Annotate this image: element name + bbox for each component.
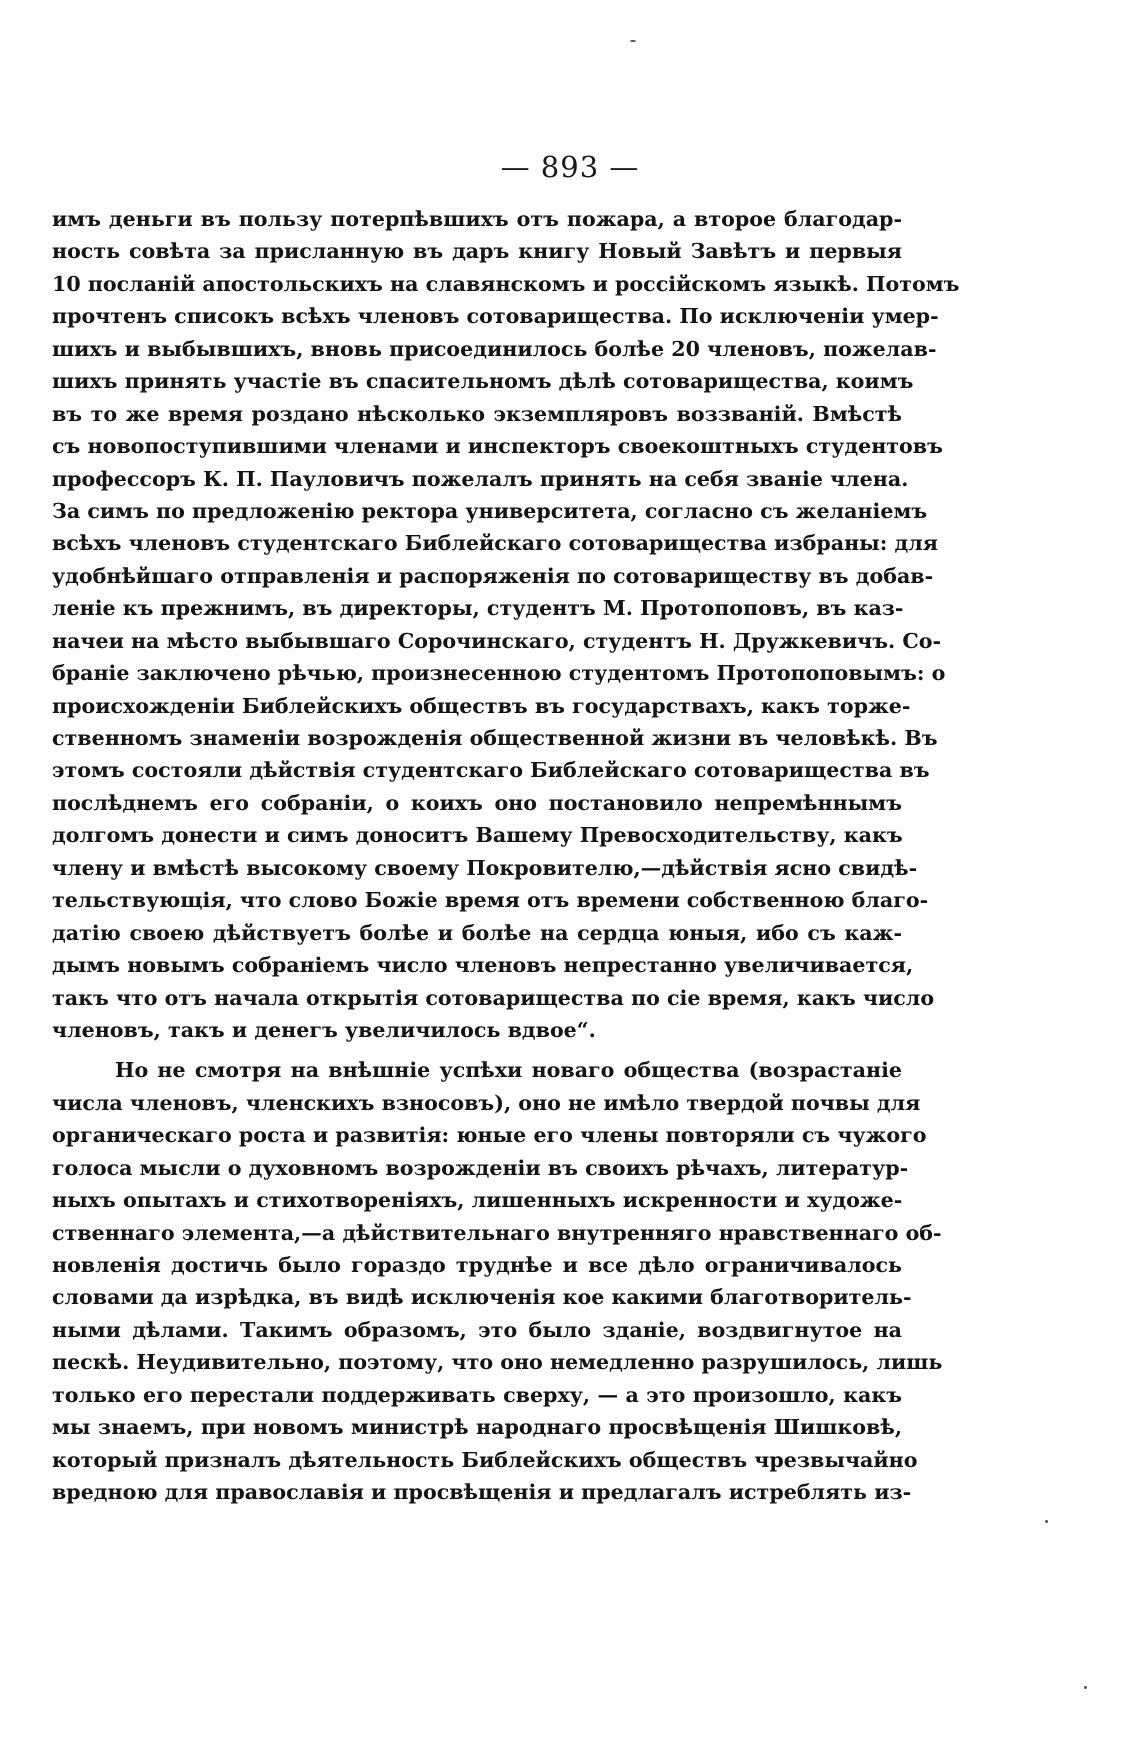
text-line: который призналъ дѣятельность Библейскихъ обществъ чрезвычайно (52, 1447, 918, 1472)
text-line: шихъ принять участiе въ спасительномъ дѣлѣ сотоварищества, коимъ (52, 369, 914, 394)
scan-speck (1084, 1686, 1087, 1689)
text-line: ными дѣлами. Такимъ образомъ, это было зданiе, воздвигнутое на (52, 1317, 902, 1342)
body-text (52, 203, 960, 1509)
text-line: удобнѣйшаго отправленiя и распоряженiя по сотовариществу въ добав- (52, 563, 934, 588)
text-line: мы знаемъ, при новомъ министрѣ народнаго просвѣщенiя Шишковѣ, (52, 1415, 902, 1440)
text-line: всѣхъ членовъ студентскаго Библейскаго сотоварищества избраны: для (52, 531, 939, 556)
text-line: новленiя достичь было гораздо труднѣе и все дѣло ограничивалось (52, 1253, 902, 1277)
text-line: въ то же время роздано нѣсколько экземпляровъ воззванiй. Вмѣстѣ (52, 401, 902, 426)
text-line: прочтенъ списокъ всѣхъ членовъ сотоварищества. По исключенiи умер- (52, 304, 939, 329)
text-line: послѣднемъ его собранiи, о коихъ оно постановило непремѣннымъ (52, 790, 902, 815)
paragraph-gap (52, 1046, 902, 1054)
text-line: съ новопоступившими членами и инспекторъ своекоштныхъ студентовъ (52, 434, 943, 459)
text-line: числа членовъ, членскихъ взносовъ), оно не имѣло твердой почвы для (52, 1090, 921, 1115)
text-line: органическаго роста и развитiя: юные его члены повторяли съ чужого (52, 1123, 927, 1148)
paragraph-1 (52, 203, 960, 1046)
text-line: члену и вмѣстѣ высокому своему Покровителю,—дѣйствiя ясно свидѣ- (52, 855, 918, 880)
text-line: имъ деньги въ пользу потерпѣвшихъ отъ пожара, а второе благодар- (52, 207, 902, 231)
text-line: датiю своею дѣйствуетъ болѣе и болѣе на сердца юныя, ибо съ каж- (52, 920, 902, 945)
text-line: шихъ и выбывшихъ, вновь присоединилось болѣе 20 членовъ, пожелав- (52, 336, 937, 361)
text-line: бранiе заключено рѣчью, произнесенною студентомъ Протопоповымъ: о (52, 661, 946, 686)
scan-speck (630, 40, 636, 42)
text-line: профессоръ К. П. Пауловичъ пожелалъ принять на себя званiе члена. (52, 466, 909, 491)
text-line: членовъ, такъ и денегъ увеличилось вдвое“. (52, 1017, 596, 1042)
text-line: ственномъ знаменiи возрожденiя общественной жизни въ человѣкѣ. Въ (52, 726, 938, 750)
text-line: ность совѣта за присланную въ даръ книгу Новый Завѣтъ и первыя (52, 239, 902, 264)
text-line: голоса мысли о духовномъ возрожденiи въ своихъ рѣчахъ, литератур- (52, 1155, 909, 1180)
paragraph-2 (52, 1054, 943, 1508)
text-line: долгомъ донести и симъ доноситъ Вашему Превосходительству, какъ (52, 823, 903, 848)
page-number: — 893 — (500, 150, 640, 184)
text-line: происхожденiи Библейскихъ обществъ въ государствахъ, какъ торже- (52, 693, 911, 718)
text-line: ственнаго элемента,—а дѣйствительнаго внутренняго нравственнаго об- (52, 1220, 942, 1245)
text-line: этомъ состояли дѣйствiя студентскаго Библейскаго сотоварищества въ (52, 758, 930, 783)
text-line: словами да изрѣдка, въ видѣ исключенiя кое какими благотворитель- (52, 1285, 912, 1310)
text-line: За симъ по предложенiю ректора университета, согласно съ желанiемъ (52, 498, 928, 523)
text-line: вредною для православiя и просвѣщенiя и предлагалъ истреблять из- (52, 1480, 912, 1505)
text-line: только его перестали поддерживать сверху, — а это произошло, какъ (52, 1382, 902, 1407)
text-line: начеи на мѣсто выбывшаго Сорочинскаго, студентъ Н. Дружкевичъ. Со- (52, 628, 942, 653)
text-line: такъ что отъ начала открытiя сотоварищества по сiе время, какъ число (52, 985, 935, 1010)
text-line: дымъ новымъ собранiемъ число членовъ непрестанно увеличивается, (52, 953, 914, 978)
text-line: тельствующiя, что слово Божiе время отъ времени собственною благо- (52, 888, 929, 913)
text-line: Но не смотря на внѣшнiе успѣхи новаго общества (возрастанiе (115, 1058, 902, 1083)
text-line: 10 посланiй апостольскихъ на славянскомъ и россiйскомъ языкѣ. Потомъ (52, 271, 960, 296)
text-line: пескѣ. Неудивительно, поэтому, что оно немедленно разрушилось, лишь (52, 1350, 943, 1375)
text-line: ленiе къ прежнимъ, въ директоры, студентъ М. Протопоповъ, въ каз- (52, 596, 904, 621)
scan-speck (1045, 1520, 1048, 1523)
text-line: ныхъ опытахъ и стихотворенiяхъ, лишенныхъ искренности и художе- (52, 1188, 903, 1213)
